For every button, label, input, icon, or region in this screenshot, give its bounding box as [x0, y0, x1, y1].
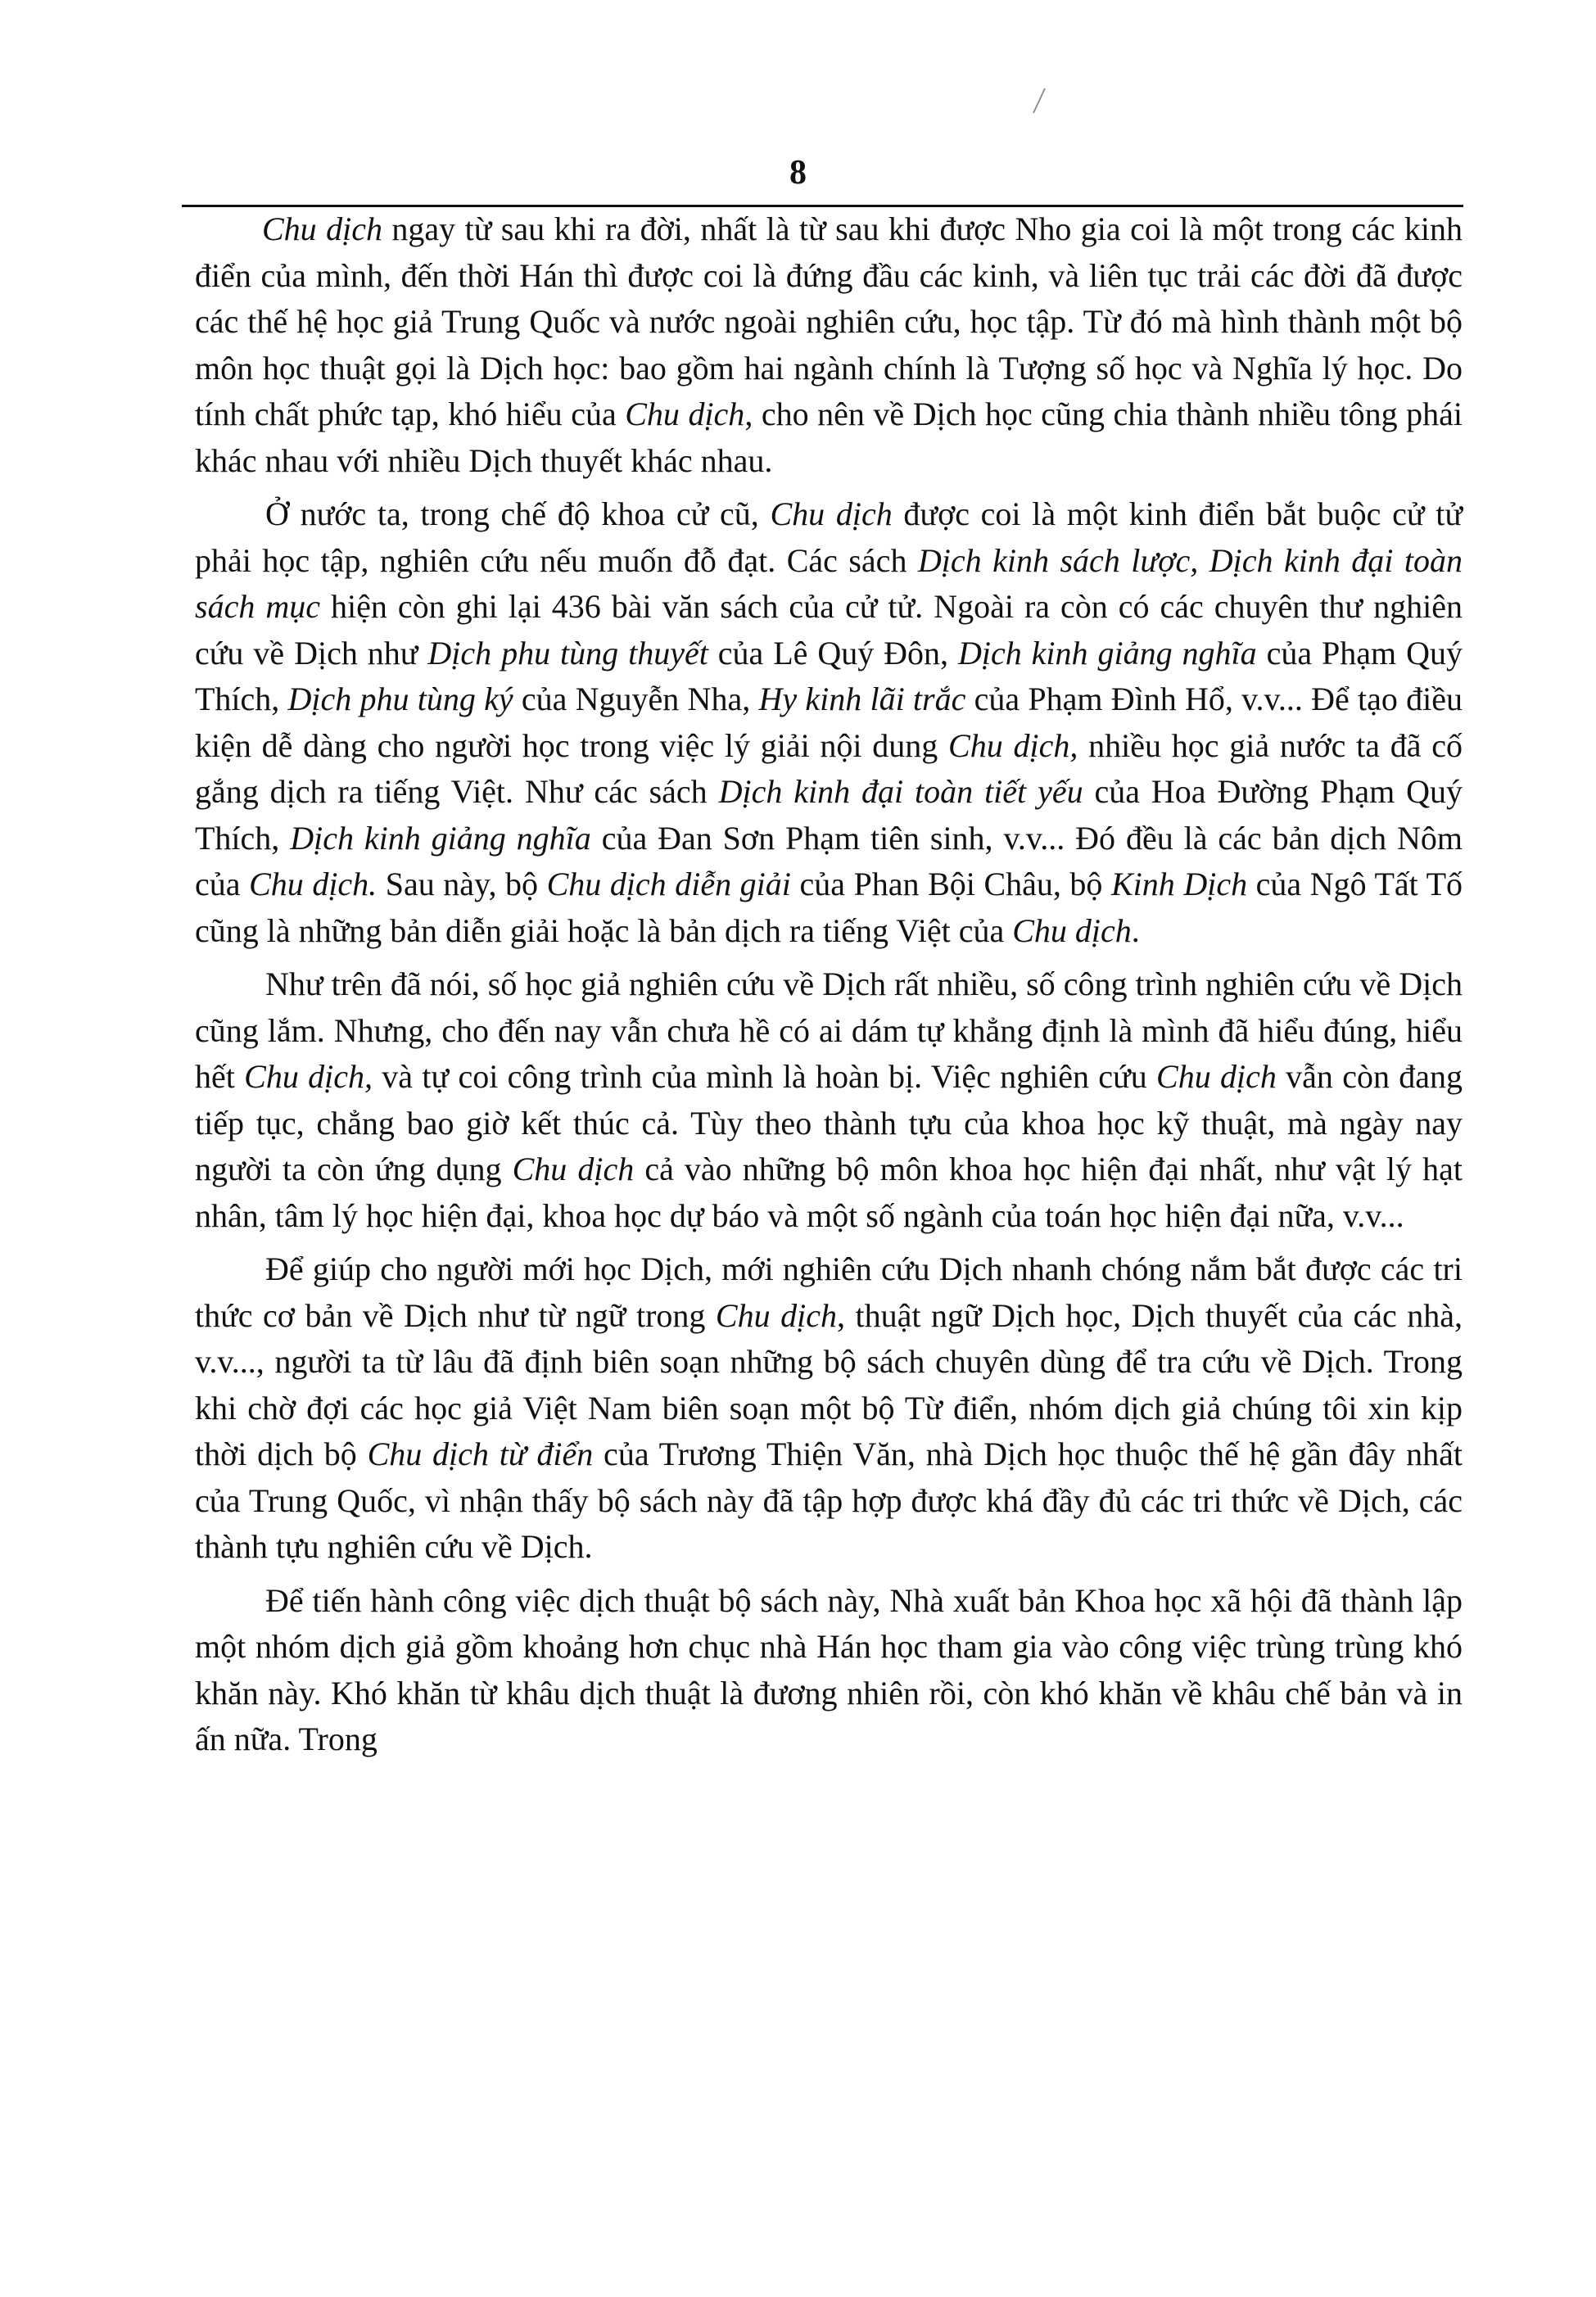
- italic-title-run: Dịch kinh giảng nghĩa: [957, 634, 1257, 671]
- italic-title-run: Chu dịch: [625, 396, 745, 432]
- italic-title-run: Chu dịch: [1012, 911, 1132, 949]
- paragraph: [195, 1246, 1463, 1571]
- italic-title-run: Chu dịch,: [244, 1058, 373, 1095]
- text-run: của Phạm Quý Thích,: [195, 634, 1463, 717]
- italic-title-run: Dịch kinh đại toàn tiết yếu: [718, 773, 1083, 810]
- text-run: .: [1131, 911, 1140, 949]
- text-run: ngay từ sau khi ra đời, nhất là từ sau khi được Nho gia coi là một trong các kinh điển của mình, đến thời Hán thì được coi là đứng đầu các kinh, và liên tục trải các đời đã được các thế hệ học giả Trung Quốc và nước ngoài nghiên cứu, học tập. Từ đó mà hình thành một bộ môn học thuật gọi là Dịch học: bao gồm hai ngành chính là Tượng số học và Nghĩa lý học. Do tính chất phức tạp, khó hiểu của: [195, 210, 1463, 432]
- italic-title-run: Dịch phu tùng ký: [287, 681, 513, 717]
- text-run: Để tiến hành công việc dịch thuật bộ sách này, Nhà xuất bản Khoa học xã hội đã thành lập một nhóm dịch giả gồm khoảng hơn chục nhà Hán học tham gia vào công việc trùng trùng khó khăn này. Khó khăn từ khâu dịch thuật là đương nhiên rồi, còn khó khăn về khâu chế bản và in ấn nữa. Trong: [195, 1581, 1463, 1757]
- italic-title-run: Chu dịch: [770, 495, 893, 532]
- text-run: của Đan Sơn Phạm tiên sinh, v.v... Đó đều là các bản dịch Nôm của: [195, 819, 1463, 902]
- italic-title-run: Chu dịch: [715, 1296, 837, 1334]
- italic-title-run: Chu dịch: [262, 210, 382, 247]
- italic-title-run: Chu dịch diễn giải: [546, 866, 791, 902]
- italic-title-run: Chu dịch: [512, 1151, 635, 1187]
- paragraph: [195, 1578, 1463, 1763]
- text-run: của Ngô Tất Tố cũng là những bản diễn giải hoặc là bản dịch ra tiếng Việt của: [195, 866, 1463, 949]
- italic-title-run: Dịch phu tùng thuyết: [427, 634, 708, 671]
- italic-title-run: Chu dịch từ điển: [367, 1436, 594, 1472]
- text-run: của Phạm Đình Hổ, v.v... Để tạo điều kiện dễ dàng cho người học trong việc lý giải nội dung: [195, 681, 1463, 764]
- paragraph: [195, 206, 1463, 484]
- text-run: hiện còn ghi lại 436 bài văn sách của cử tử. Ngoài ra còn có các chuyên thư nghiên cứu về Dịch như: [195, 588, 1463, 671]
- text-run: và tự coi công trình của mình là hoàn bị. Việc nghiên cứu: [373, 1058, 1157, 1095]
- body-text: [195, 206, 1463, 1770]
- text-run: Sau này, bộ: [377, 866, 547, 902]
- stray-pen-mark: [1033, 88, 1057, 113]
- text-run: , thuật ngữ Dịch học, Dịch thuyết của các nhà, v.v..., người ta từ lâu đã định biên soạn những bộ sách chuyên dùng để tra cứu về Dịch. Trong khi chờ đợi các học giả Việt Nam biên soạn một bộ Từ điển, nhóm dịch giả chúng tôi xin kịp thời dịch bộ: [195, 1296, 1463, 1472]
- italic-title-run: Dịch kinh giảng nghĩa: [290, 819, 591, 857]
- italic-title-run: Chu dịch.: [249, 866, 378, 902]
- text-run: của Hoa Đường Phạm Quý Thích,: [195, 773, 1463, 857]
- text-run: , cho nên về Dịch học cũng chia thành nhiều tông phái khác nhau với nhiều Dịch thuyết khác nhau.: [195, 396, 1463, 479]
- italic-title-run: Chu dịch,: [948, 726, 1078, 764]
- paragraph: [195, 491, 1463, 954]
- text-run: của Lê Quý Đôn,: [708, 634, 958, 671]
- page-number: 8: [789, 154, 807, 192]
- text-run: nhiều học giả nước ta đã cố gắng dịch ra tiếng Việt. Như các sách: [195, 726, 1463, 810]
- text-run: Như trên đã nói, số học giả nghiên cứu về Dịch rất nhiều, số công trình nghiên cứu về Dịch cũng lắm. Nhưng, cho đến nay vẫn chưa hề có ai dám tự khẳng định là mình đã hiểu đúng, hiểu hết: [195, 965, 1463, 1095]
- italic-title-run: Kinh Dịch: [1111, 866, 1248, 902]
- paragraph: [195, 961, 1463, 1239]
- italic-title-run: Chu dịch: [1156, 1058, 1277, 1095]
- text-run: Để giúp cho người mới học Dịch, mới nghiên cứu Dịch nhanh chóng nắm bắt được các tri thức cơ bản về Dịch như từ ngữ trong: [195, 1250, 1463, 1334]
- text-run: của Nguyễn Nha,: [513, 681, 759, 717]
- italic-title-run: Dịch kinh sách lược, Dịch kinh đại toàn sách mục: [195, 541, 1463, 625]
- italic-title-run: Hy kinh lãi trắc: [758, 681, 966, 717]
- text-run: cả vào những bộ môn khoa học hiện đại nhất, như vật lý hạt nhân, tâm lý học hiện đại, khoa học dự báo và một số ngành của toán học hiện đại nữa, v.v...: [195, 1151, 1463, 1234]
- text-run: Ở nước ta, trong chế độ khoa cử cũ,: [265, 495, 771, 532]
- text-run: vẫn còn đang tiếp tục, chẳng bao giờ kết thúc cả. Tùy theo thành tựu của khoa học kỹ thuật, mà ngày nay người ta còn ứng dụng: [195, 1058, 1463, 1187]
- text-run: của Trương Thiện Văn, nhà Dịch học thuộc thế hệ gần đây nhất của Trung Quốc, vì nhận thấy bộ sách này đã tập hợp được khá đầy đủ các tri thức về Dịch, các thành tựu nghiên cứu về Dịch.: [195, 1436, 1463, 1565]
- text-run: của Phan Bội Châu, bộ: [790, 866, 1111, 902]
- text-run: được coi là một kinh điển bắt buộc cử tử phải học tập, nghiên cứu nếu muốn đỗ đạt. Các sách: [195, 495, 1463, 579]
